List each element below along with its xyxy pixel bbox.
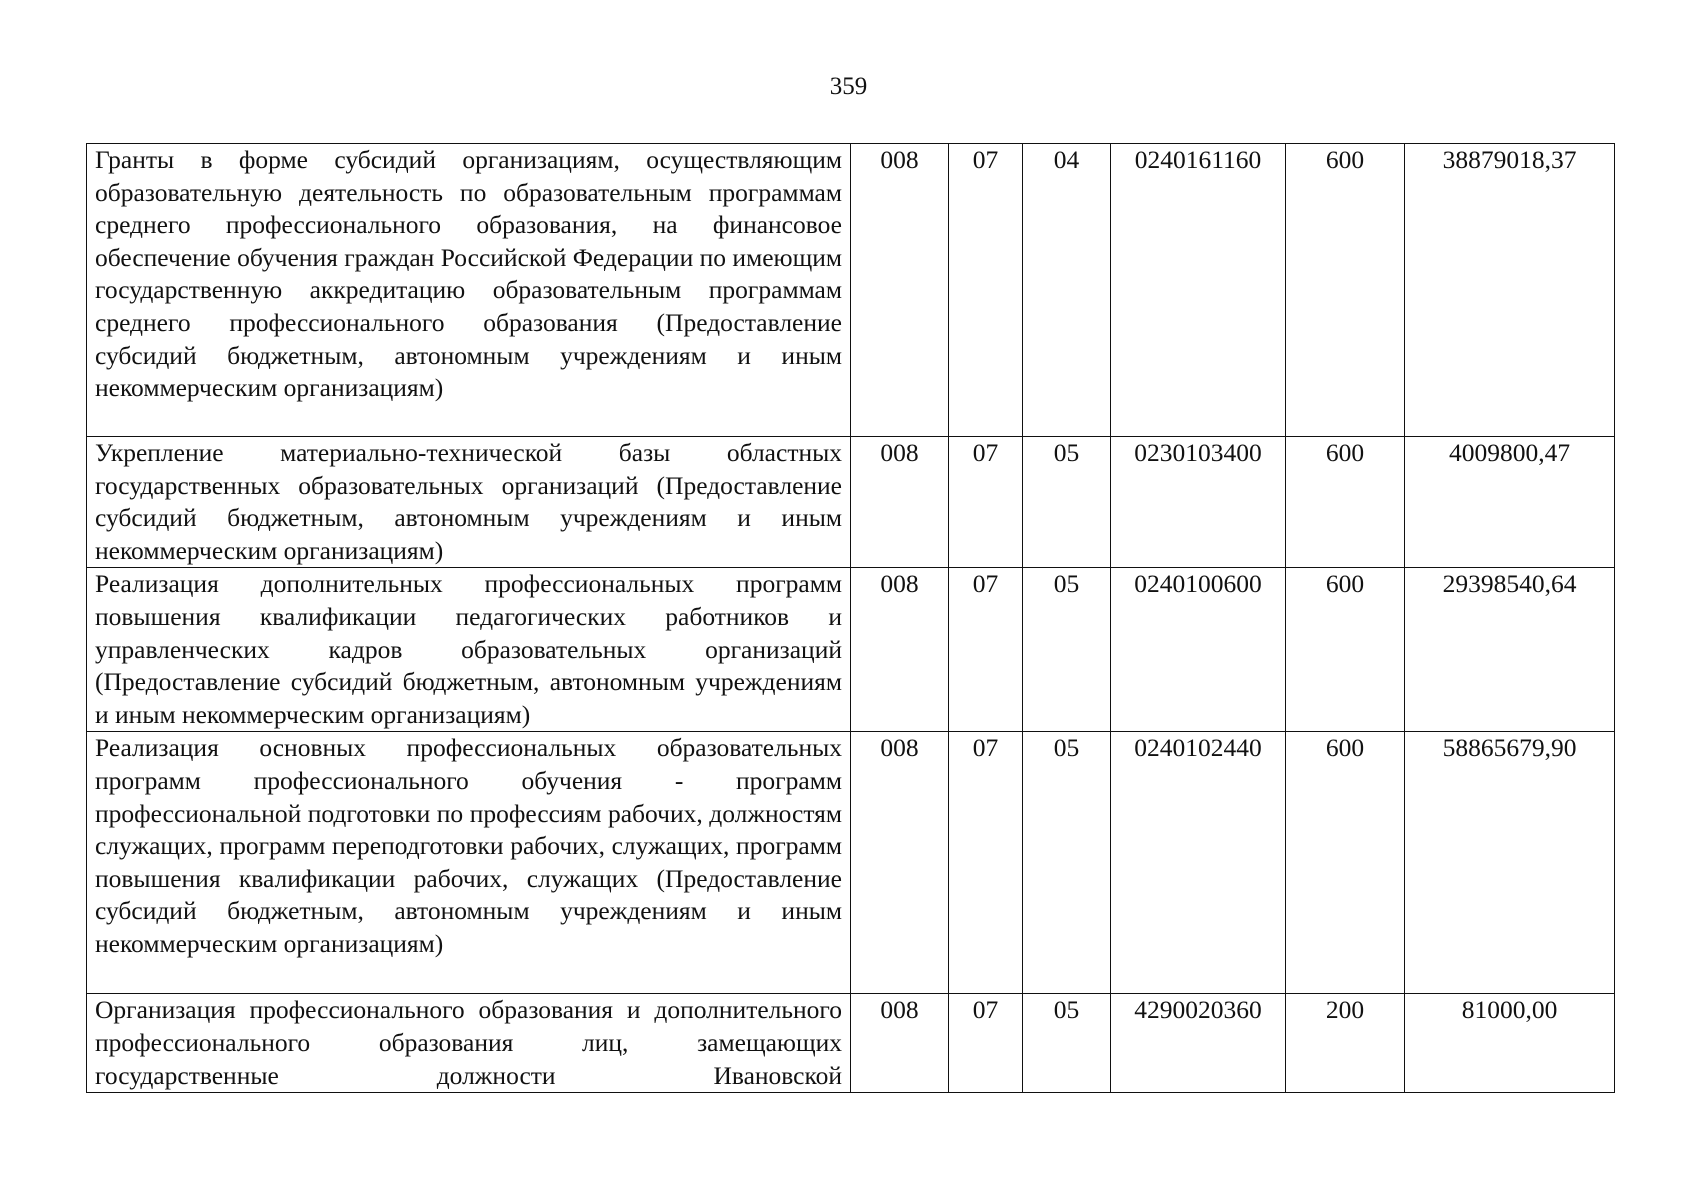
table-row (87, 568, 1615, 732)
section-code: 07 (949, 568, 1023, 732)
amount-value: 29398540,64 (1405, 568, 1615, 732)
row-description: Организация профессионального образования и дополнительного профессионального образования лиц, замещающих государственные должности Ивановской (87, 994, 851, 1093)
amount-value: 81000,00 (1405, 994, 1615, 1093)
subsection-code: 05 (1023, 437, 1111, 568)
section-code: 07 (949, 437, 1023, 568)
subsection-code: 05 (1023, 568, 1111, 732)
section-code: 07 (949, 732, 1023, 994)
row-description: Гранты в форме субсидий организациям, осуществляющим образовательную деятельность по образовательным программам среднего профессионального образования, на финансовое обеспечение обучения граждан Российской Федерации по имеющим государственную аккредитацию образовательным программам среднего профессионального образования (Предоставление субсидий бюджетным, автономным учреждениям и иным некоммерческим организациям) (87, 144, 851, 437)
row-description: Укрепление материально-технической базы областных государственных образовательных организаций (Предоставление субсидий бюджетным, автономным учреждениям и иным некоммерческим организациям) (87, 437, 851, 568)
target-article-code: 0240161160 (1111, 144, 1286, 437)
ministry-code: 008 (851, 437, 949, 568)
table-row (87, 994, 1615, 1093)
row-description: Реализация основных профессиональных образовательных программ профессионального обучения - программ профессиональной подготовки по профессиям рабочих, должностям служащих, программ переподготовки рабочих, служащих, программ повышения квалификации рабочих, служащих (Предоставление субсидий бюджетным, автономным учреждениям и иным некоммерческим организациям) (87, 732, 851, 994)
budget-table (86, 143, 1615, 1093)
page-number: 359 (829, 73, 868, 100)
subsection-code: 04 (1023, 144, 1111, 437)
table-row (87, 437, 1615, 568)
target-article-code: 4290020360 (1111, 994, 1286, 1093)
amount-value: 58865679,90 (1405, 732, 1615, 994)
subsection-code: 05 (1023, 732, 1111, 994)
table-row (87, 732, 1615, 994)
expense-type-code: 600 (1286, 732, 1405, 994)
ministry-code: 008 (851, 144, 949, 437)
section-code: 07 (949, 144, 1023, 437)
ministry-code: 008 (851, 568, 949, 732)
row-description: Реализация дополнительных профессиональных программ повышения квалификации педагогических работников и управленческих кадров образовательных организаций (Предоставление субсидий бюджетным, автономным учреждениям и иным некоммерческим организациям) (87, 568, 851, 732)
expense-type-code: 600 (1286, 568, 1405, 732)
expense-type-code: 600 (1286, 144, 1405, 437)
ministry-code: 008 (851, 732, 949, 994)
expense-type-code: 200 (1286, 994, 1405, 1093)
amount-value: 38879018,37 (1405, 144, 1615, 437)
ministry-code: 008 (851, 994, 949, 1093)
subsection-code: 05 (1023, 994, 1111, 1093)
target-article-code: 0240100600 (1111, 568, 1286, 732)
table-row (87, 144, 1615, 437)
target-article-code: 0230103400 (1111, 437, 1286, 568)
section-code: 07 (949, 994, 1023, 1093)
expense-type-code: 600 (1286, 437, 1405, 568)
amount-value: 4009800,47 (1405, 437, 1615, 568)
target-article-code: 0240102440 (1111, 732, 1286, 994)
